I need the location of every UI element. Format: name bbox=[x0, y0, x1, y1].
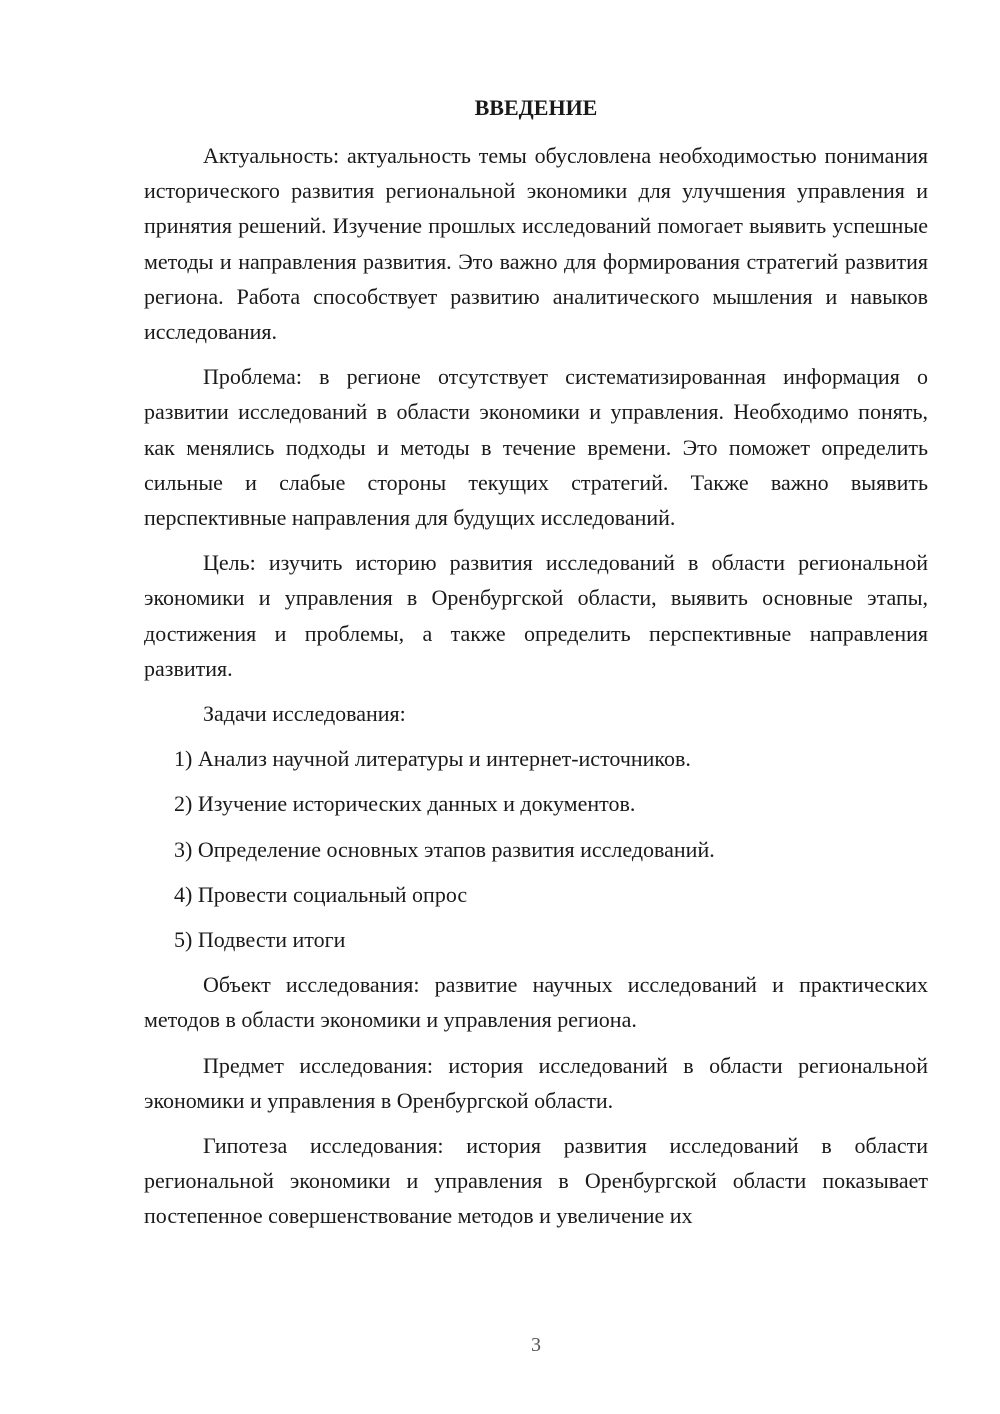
paragraph-subject: Предмет исследования: история исследований в области региональной экономики и управления в Оренбургской области. bbox=[144, 1052, 928, 1113]
paragraph-object: Объект исследования: развитие научных исследований и практических методов в области экономики и управления региона. bbox=[144, 972, 928, 1033]
tasks-heading: Задачи исследования: bbox=[203, 701, 406, 727]
page-content bbox=[144, 94, 928, 1244]
task-item: 3) Определение основных этапов развития исследований. bbox=[174, 836, 715, 862]
paragraph-relevance: Актуальность: актуальность темы обусловлена необходимостью понимания исторического развития региональной экономики для улучшения управления и принятия решений. Изучение прошлых исследований помогает выявить успешные методы и направления развития. Это важно для формирования стратегий развития региона. Работа способствует развитию аналитического мышления и навыков исследования. bbox=[144, 143, 928, 345]
paragraph-goal: Цель: изучить историю развития исследований в области региональной экономики и управления в Оренбургской области, выявить основные этапы, достижения и проблемы, а также определить перспективные направления развития. bbox=[144, 550, 928, 681]
task-item: 1) Анализ научной литературы и интернет-источников. bbox=[174, 746, 691, 772]
page-number: 3 bbox=[531, 1334, 541, 1356]
paragraph-hypothesis: Гипотеза исследования: история развития исследований в области региональной экономики и управления в Оренбургской области показывает постепенное совершенствование методов и увеличение их bbox=[144, 1133, 928, 1229]
task-item: 2) Изучение исторических данных и документов. bbox=[174, 791, 636, 817]
tasks-list bbox=[144, 741, 928, 957]
task-item: 4) Провести социальный опрос bbox=[174, 881, 468, 907]
section-title: ВВЕДЕНИЕ bbox=[474, 95, 598, 120]
paragraph-problem: Проблема: в регионе отсутствует систематизированная информация о развитии исследований в области экономики и управления. Необходимо понять, как менялись подходы и методы в течение времени. Это поможет определить сильные и слабые стороны текущих стратегий. Также важно выявить перспективные направления для будущих исследований. bbox=[144, 364, 928, 531]
task-item: 5) Подвести итоги bbox=[174, 927, 346, 953]
